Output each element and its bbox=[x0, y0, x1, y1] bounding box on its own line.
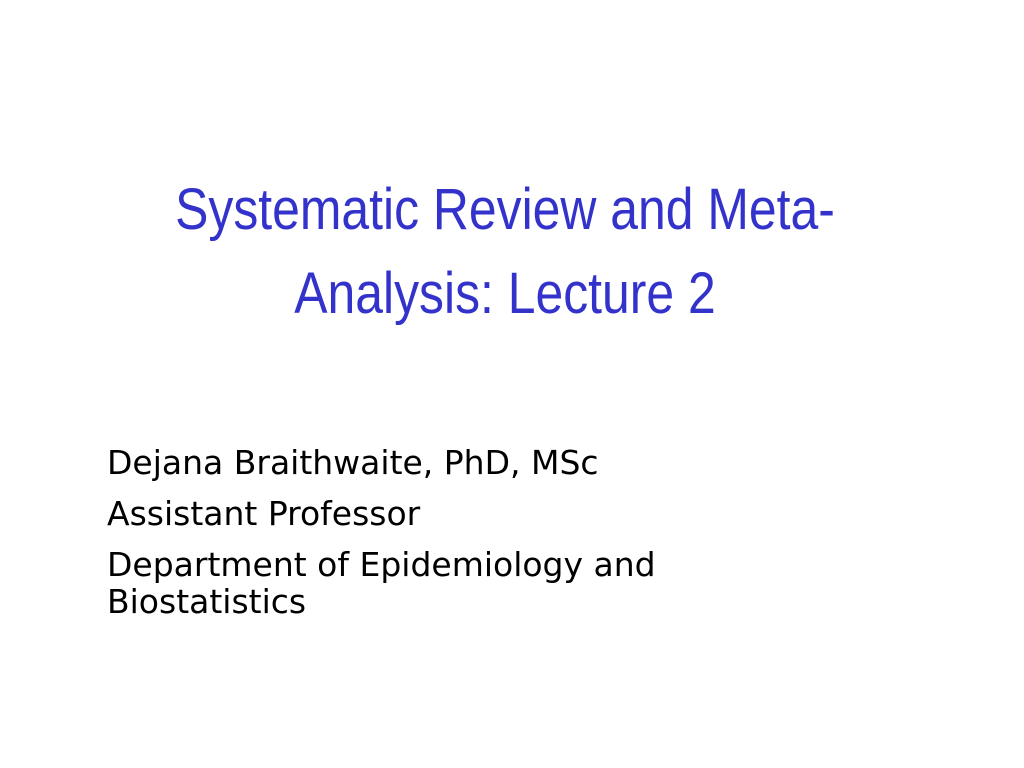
author-department bbox=[107, 546, 907, 620]
author-position-text: Assistant Professor bbox=[107, 494, 421, 533]
slide-title bbox=[157, 168, 854, 336]
slide-body bbox=[107, 444, 907, 634]
author-name-text: Dejana Braithwaite, PhD, MSc bbox=[107, 443, 599, 482]
author-name bbox=[107, 444, 907, 481]
department-line-2: Biostatistics bbox=[107, 582, 307, 621]
department-line-1: Department of Epidemiology and bbox=[107, 545, 656, 584]
author-position bbox=[107, 495, 907, 532]
slide-title-line-2: Analysis: Lecture 2 bbox=[294, 261, 716, 326]
slide-title-line-1: Systematic Review and Meta- bbox=[175, 177, 835, 242]
